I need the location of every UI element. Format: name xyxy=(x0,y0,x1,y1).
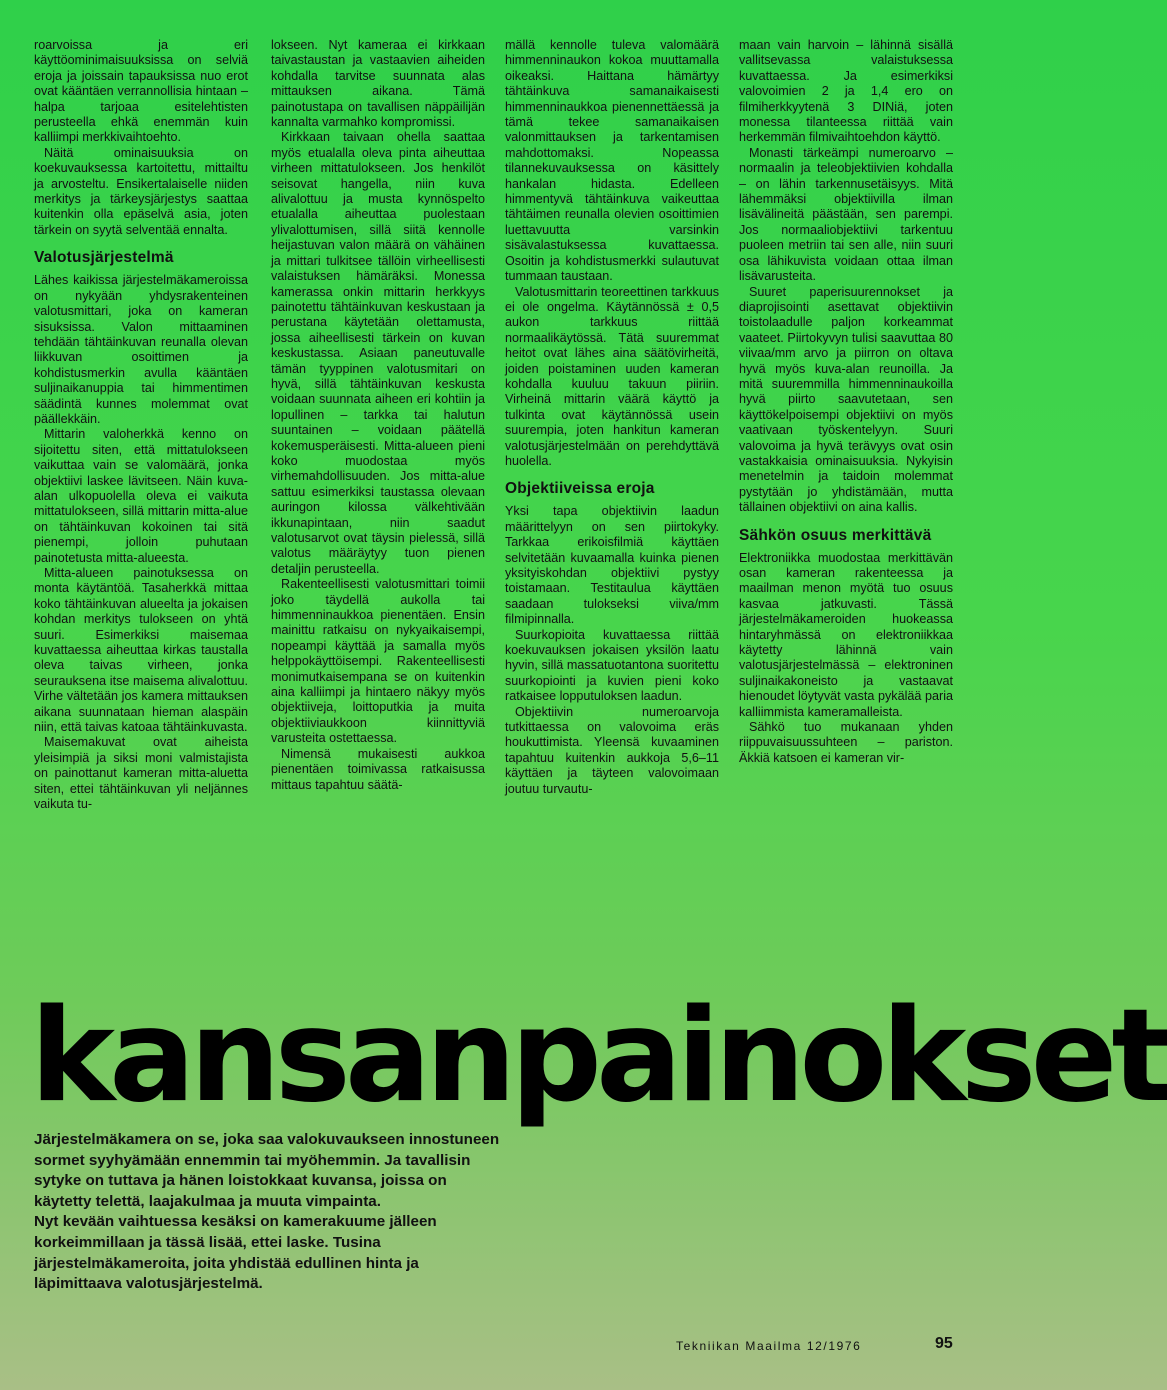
text-column-4 xyxy=(739,38,953,766)
article-headline: kansanpainokset xyxy=(30,982,1167,1131)
section-heading: Sähkön osuus merkittävä xyxy=(739,526,932,544)
text-column-1 xyxy=(34,38,248,813)
paragraph: Elektroniikka muodostaa merkittävän osan kameran rakenteessa ja maailman menon myötä tuo osuus kasvaa jatkuvasti. Tässä järjestelmäkameroiden huokeassa hintaryhmässä on elektroniikkaa käytetty lähinnä vain valotusjärjestelmässä – elektroninen suljinaikakoneisto ja vastaavat hienoudet löytyvät vasta pykälää paria kalliimmista kameramalleista. xyxy=(739,550,953,719)
paragraph: Mittarin valoherkkä kenno on sijoitettu siten, että mittatulokseen vaikuttaa vain se valomäärä, jonka objektiivi laskee lävitseen. Näin kuva-alan ulkopuolella oleva ei vaikuta mittatulokseen, sillä mittarin mitta-alue on tähtäinkuvan kokoinen tai sitä pienempi, jolloin puhutaan painotetusta mitta-alueesta. xyxy=(34,427,248,565)
paragraph: Suuret paperisuurennokset ja diaprojisointi asettavat objektiivin toistolaadulle paljon korkeammat vaateet. Piirtokyvyn tulisi saavuttaa 80 viivaa/mm arvo ja piirron on oltava hyvä myös kuva-alan reunoilla. Ja mitä suuremmilla himmenninaukoilla hyvä piirto saavutetaan, sen käyttökelpoisempi objektiivi on myös vaativaan työskentelyyn. Suuri valovoima ja hyvä terävyys ovat osin vastakkaisia ominaisuuksia. Nykyisin menetelmin ja taidoin molemmat pystytään jo yhdistämään, mutta tällainen objektiivi on aina kallis. xyxy=(739,284,953,515)
paragraph: Mitta-alueen painotuksessa on monta käytäntöä. Tasaherkkä mittaa koko tähtäinkuvan alueelta ja jokaisen kohdan merkitys tulokseen on yhtä suuri. Esimerkiksi maisemaa kuvattaessa aiheuttaa kirkas taustalla oleva taivas virheen, jonka seurauksena itse maisema alivalottuu. Virhe vältetään jos kamera mittauksen aikana suunnataan hieman alaspäin niin, että taivas katoaa tähtäinkuvasta. xyxy=(34,566,248,735)
paragraph: lokseen. Nyt kameraa ei kirkkaan taivastaustan ja vastaavien aiheiden kohdalla tarvitse suunnata alas mittauksen aikana. Tämä painotustapa on tavallisen näppäilijän kannalta varmahko kompromissi. xyxy=(271,38,485,130)
section-heading: Objektiiveissa eroja xyxy=(505,480,655,498)
paragraph: Yksi tapa objektiivin laadun määrittelyyn on sen piirtokyky. Tarkkaa erikoisfilmiä käyttäen selvitetään kuvaamalla kuinka pienen yksityiskohdan objektiivi pystyy toistamaan. Testitaulua käyttäen saadaan tulokseksi viiva/mm filmipinnalla. xyxy=(505,504,719,627)
paragraph: Suurkopioita kuvattaessa riittää koekuvauksen jokaisen yksilön laatu hyvin, sillä massatuotantona suoritettu suurkopiointi ja kuvien pieni koko ratkaisee lopputuloksen laadun. xyxy=(505,627,719,704)
intro-paragraph: Järjestelmäkamera on se, joka saa valokuvaukseen innostuneen sormet syyhyämään ennemmin tai myöhemmin. Ja tavallisin sytyke on tuttava ja hänen loistokkaat kuvansa, joissa on käytetty telettä, laajakulmaa ja muuta vimpainta. xyxy=(34,1131,500,1210)
text-column-3 xyxy=(505,38,719,797)
paragraph: Objektiivin numeroarvoja tutkittaessa on valovoima eräs houkuttimista. Yleensä kuvaaminen tapahtuu kuitenkin aukkoja 5,6–11 käyttäen ja täyteen valovoimaan joutuu turvautu- xyxy=(505,704,719,796)
paragraph: Rakenteellisesti valotusmittari toimii joko täydellä aukolla tai himmenninaukkoa pienentäen. Ensin mainittu ratkaisu on nykyaikaisempi, nopeampi käyttää ja samalla myös helppokäyttöisempi. Rakenteellisesti monimutkaisempana se on kuitenkin aina kalliimpi ja hintaero näkyy myös objektiiveja, loittoputkia ja muita objektiiviaukkoon kiinnittyviä varusteita ostettaessa. xyxy=(271,577,485,746)
page-number: 95 xyxy=(935,1335,953,1352)
section-heading: Valotusjärjestelmä xyxy=(34,249,174,267)
paragraph: Lähes kaikissa järjestelmäkameroissa on nykyään yhdysrakenteinen valotusmittari, joka on kameran sisuksissa. Valon mittaaminen tehdään tähtäinkuvan reunalla olevan liikkuvan osoittimen ja kohdistusmerkin avulla kääntäen suljinaikanuppia tai himmentimen säädintä kunnes molemmat ovat päällekkäin. xyxy=(34,273,248,426)
paragraph: Maisemakuvat ovat aiheista yleisimpiä ja siksi moni valmistajista on painottanut kameran mitta-aluetta siten, ettei tähtäinkuvan yli neljännes vaikuta tu- xyxy=(34,735,248,812)
intro-paragraph: Nyt kevään vaihtuessa kesäksi on kamerakuume jälleen korkeimmillaan ja tässä lisää, ettei laske. Tusina järjestelmäkameroita, joita yhdistää edullinen hinta ja läpimittaava valotusjärjestelmä. xyxy=(34,1213,437,1293)
paragraph: roarvoissa ja eri käyttöominimaisuuksissa on selviä eroja ja joissain tapauksissa nuo erot ovat kääntäen verrannollisia hintaan – halpa tarjoaa esitelehtisten perusteella ehkä enemmän kuin kalliimpi merkkivaihtoehto. xyxy=(34,38,248,145)
paragraph: Nimensä mukaisesti aukkoa pienentäen toimivassa ratkaisussa mittaus tapahtuu säätä- xyxy=(271,746,485,792)
magazine-footer: Tekniikan Maailma 12/1976 xyxy=(676,1339,862,1353)
paragraph: Valotusmittarin teoreettinen tarkkuus ei ole ongelma. Käytännössä ± 0,5 aukon tarkkuus riittää normaalikäytössä. Tätä suuremmat heitot ovat lähes aina säätövirheitä, joiden poistaminen uuden kameran kohdalla kuuluu takuun piiriin. Virheinä mittarin väärä käyttö ja tulkinta ovat käytännössä usein suurempia, joten hankitun kameran valotusjärjestelmään on perehdyttävä huolella. xyxy=(505,284,719,468)
article-intro xyxy=(34,1130,504,1295)
paragraph: Näitä ominaisuuksia on koekuvauksessa kartoitettu, mittailtu ja arvosteltu. Ensikertalaiselle niiden merkitys ja tärkeysjärjestys saattaa kuitenkin olla epäselvä asia, joten tärkein on syytä selventää ennalta. xyxy=(34,145,248,237)
paragraph: Monasti tärkeämpi numeroarvo – normaalin ja teleobjektiivien kohdalla – on lähin tarkennusetäisyys. Mitä lähemmäksi objektiivilla ilman lisävälineitä päästään, sen parempi. Jos normaaliobjektiivi tarkentuu puoleen metriin tai sen alle, niin suuri osa lähikuvista voidaan ottaa ilman lisävarusteita. xyxy=(739,145,953,284)
paragraph: Kirkkaan taivaan ohella saattaa myös etualalla oleva pinta aiheuttaa virheen mittatulokseen. Jos henkilöt seisovat hangella, niin kuva alivalottuu ja musta kynnöspelto etualalla aiheuttaa puolestaan ylivalottumisen, sillä siitä kennolle heijastuvan valon määrä on vähäinen ja mittari tulkitsee tällöin virheellisesti valaistuksen hämäräksi. Monessa kamerassa onkin mittarin herkkyys painotettu tähtäinkuvan keskustaan ja perustana käytetään olettamusta, jossa aiheellisesti tärkein on kuvan keskustassa. Asiaan paneutuvalle tämän tyyppinen valotusmitari on hyvä, sillä tähtäinkuvan keskusta voidaan suunnata aiheen eri kohtiin ja lopullinen – tarkka tai halutun suuntainen – voidaan päätellä kokemusperäisesti. Mitta-alueen pieni koko muodostaa myös virhemahdollisuuden. Jos mitta-alue sattuu esimerkiksi taustassa olevaan auringon kilossa välkehtivään ikkunapintaan, niin saadut valotusarvot ovat täysin pielessä, sillä valotus määräytyy tuon pienen detaljin perusteella. xyxy=(271,130,485,576)
paragraph: Sähkö tuo mukanaan yhden riippuvaisuussuhteen – pariston. Äkkiä katsoen ei kameran vir- xyxy=(739,720,953,765)
text-column-2 xyxy=(271,38,485,793)
paragraph: mällä kennolle tuleva valomäärä himmenninaukon kokoa muuttamalla oikeaksi. Haittana hämärtyy tähtäinkuva samanaikaisesti himmenninaukkoa pienennettäessä ja tämä tekee samanaikaisen valonmittauksen ja tarkentamisen mahdottomaksi. Nopeassa tilannekuvauksessa on käsittely hankalan hidasta. Edelleen himmentyvä tähtäinkuva vaikeuttaa tähtäimen reunalla olevien osoittimien luettavuutta varsinkin sisävalastuksessa kuvattaessa. Osoitin ja kohdistusmerkki sulautuvat tummaan taustaan. xyxy=(505,38,719,284)
paragraph: maan vain harvoin – lähinnä sisällä vallitsevassa valaistuksessa kuvattaessa. Ja esimerkiksi valovoimien 2 ja 1,4 ero on filmiherkkyytenä 3 DINiä, joten monessa tilanteessa riittää vain herkemmän filmivaihtoehdon käyttö. xyxy=(739,38,953,145)
